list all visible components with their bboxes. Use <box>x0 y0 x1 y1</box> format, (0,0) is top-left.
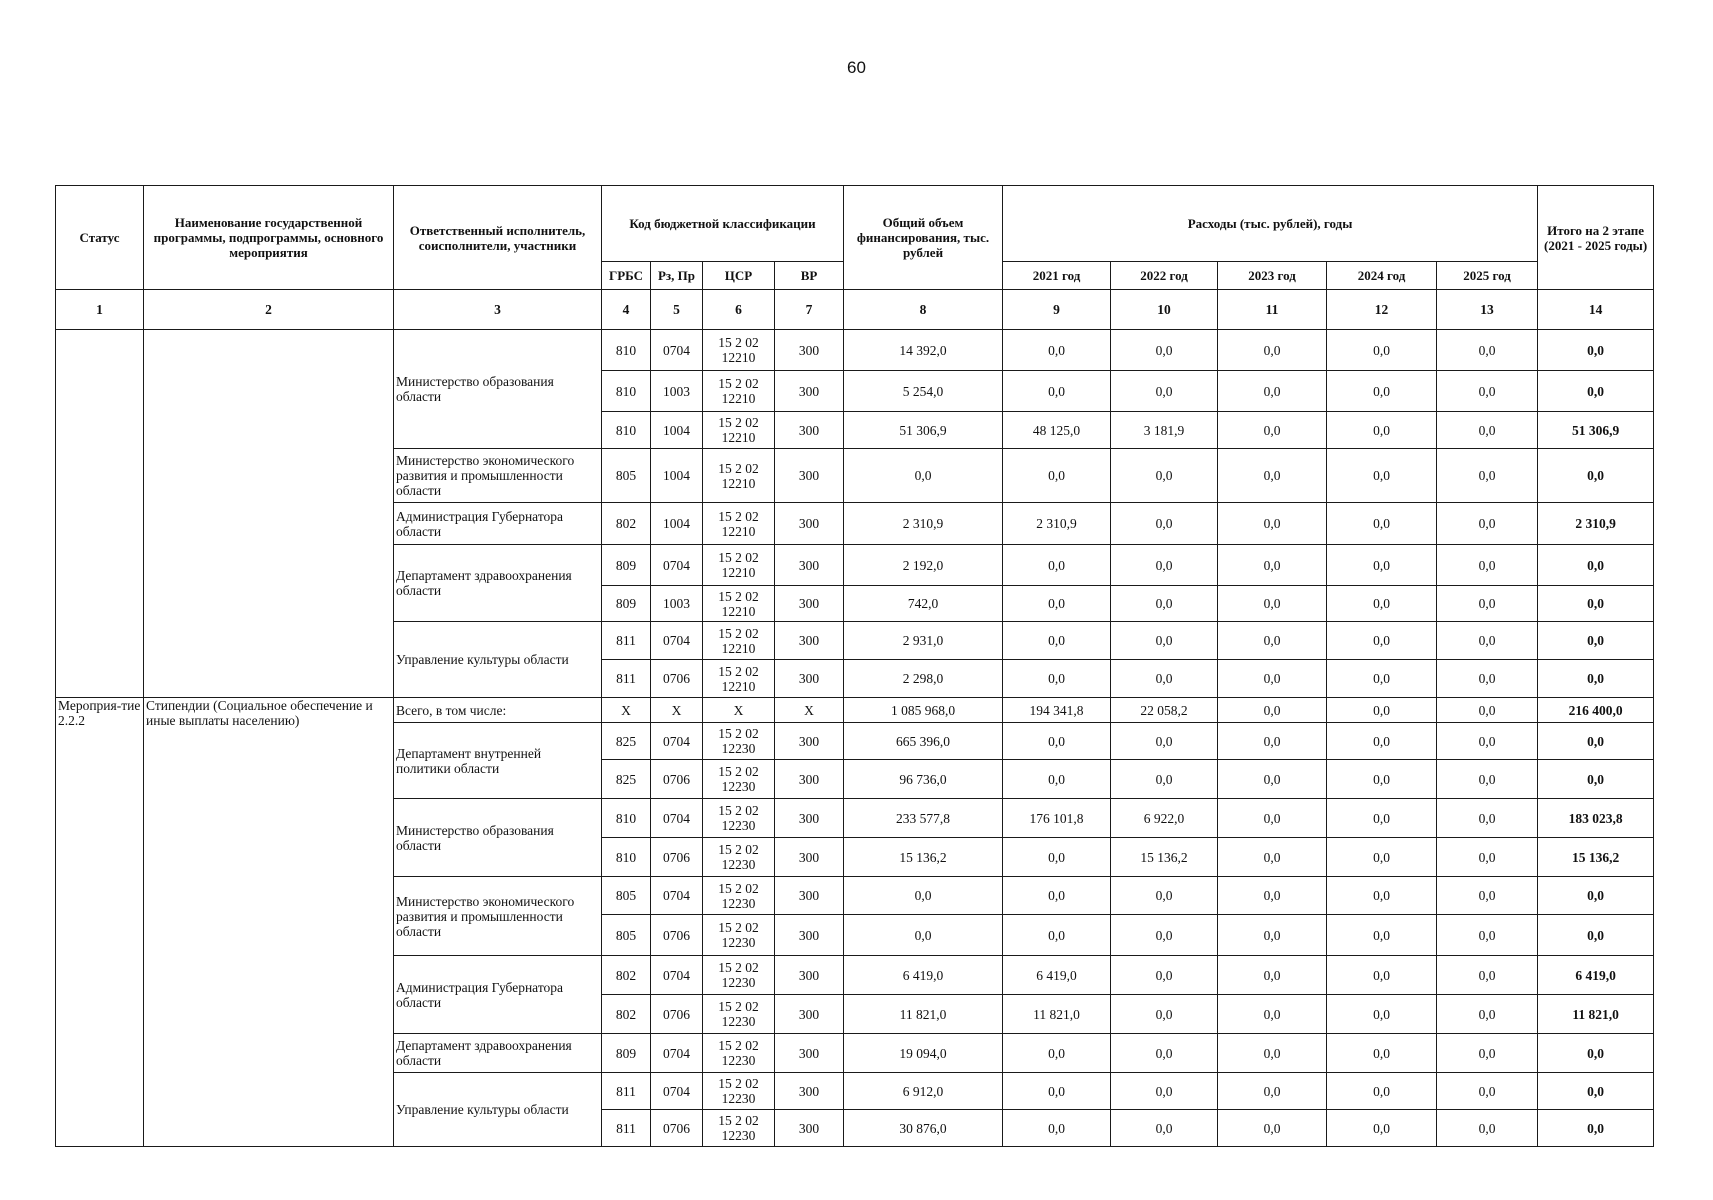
table-row <box>56 330 1654 371</box>
cell-y2023: 0,0 <box>1218 915 1327 956</box>
cell-y2022: 0,0 <box>1111 723 1218 760</box>
cell-y2022: 0,0 <box>1111 1110 1218 1147</box>
cell-y2023: 0,0 <box>1218 1110 1327 1147</box>
col-number: 6 <box>703 290 775 330</box>
cell-vr: 300 <box>775 371 844 412</box>
cell-total: 19 094,0 <box>844 1034 1003 1073</box>
cell-y2021: 0,0 <box>1003 1073 1111 1110</box>
cell-grbs: 825 <box>602 760 651 799</box>
cell-total: 15 136,2 <box>844 838 1003 877</box>
cell-y2025: 0,0 <box>1437 799 1538 838</box>
header-2023: 2023 год <box>1218 262 1327 290</box>
cell-y2022: 0,0 <box>1111 877 1218 915</box>
cell-y2022: 0,0 <box>1111 330 1218 371</box>
cell-y2022: 22 058,2 <box>1111 698 1218 723</box>
cell-y2022: 0,0 <box>1111 995 1218 1034</box>
column-number-row <box>56 290 1654 330</box>
executor-cell: Министерство экономического развития и промышленности области <box>394 449 602 503</box>
cell-csr: 15 2 02 12230 <box>703 1110 775 1147</box>
cell-y2021: 0,0 <box>1003 1034 1111 1073</box>
cell-y2024: 0,0 <box>1327 1073 1437 1110</box>
cell-y2022: 0,0 <box>1111 760 1218 799</box>
cell-sum: 0,0 <box>1538 622 1654 660</box>
cell-csr: 15 2 02 12210 <box>703 503 775 545</box>
executor-cell: Администрация Губернатора области <box>394 956 602 1034</box>
cell-y2024: 0,0 <box>1327 1110 1437 1147</box>
cell-grbs: 802 <box>602 995 651 1034</box>
cell-y2022: 0,0 <box>1111 545 1218 586</box>
cell-vr: 300 <box>775 799 844 838</box>
cell-csr: 15 2 02 12210 <box>703 412 775 449</box>
cell-y2023: 0,0 <box>1218 1073 1327 1110</box>
col-number: 14 <box>1538 290 1654 330</box>
cell-csr: 15 2 02 12210 <box>703 330 775 371</box>
cell-y2024: 0,0 <box>1327 799 1437 838</box>
cell-y2023: 0,0 <box>1218 1034 1327 1073</box>
cell-rz: 0704 <box>651 330 703 371</box>
cell-grbs: Х <box>602 698 651 723</box>
cell-csr: 15 2 02 12230 <box>703 877 775 915</box>
cell-y2024: 0,0 <box>1327 1034 1437 1073</box>
cell-y2023: 0,0 <box>1218 586 1327 622</box>
cell-total: 2 298,0 <box>844 660 1003 698</box>
header-name: Наименование государственной программы, подпрограммы, основного мероприятия <box>144 186 394 290</box>
cell-y2021: 0,0 <box>1003 622 1111 660</box>
cell-y2025: 0,0 <box>1437 1073 1538 1110</box>
cell-vr: Х <box>775 698 844 723</box>
page-number: 60 <box>847 58 866 77</box>
cell-total: 11 821,0 <box>844 995 1003 1034</box>
cell-y2025: 0,0 <box>1437 412 1538 449</box>
cell-y2022: 0,0 <box>1111 622 1218 660</box>
cell-y2023: 0,0 <box>1218 412 1327 449</box>
header-2025: 2025 год <box>1437 262 1538 290</box>
col-number: 13 <box>1437 290 1538 330</box>
cell-vr: 300 <box>775 412 844 449</box>
cell-sum: 0,0 <box>1538 723 1654 760</box>
cell-rz: 0706 <box>651 995 703 1034</box>
cell-y2023: 0,0 <box>1218 723 1327 760</box>
cell-y2021: 176 101,8 <box>1003 799 1111 838</box>
cell-y2024: 0,0 <box>1327 877 1437 915</box>
cell-sum: 2 310,9 <box>1538 503 1654 545</box>
executor-cell: Министерство образования области <box>394 330 602 449</box>
cell-y2025: 0,0 <box>1437 503 1538 545</box>
header-total-volume: Общий объем финансирования, тыс. рублей <box>844 186 1003 290</box>
header-executor: Ответственный исполнитель, соисполнители, участники <box>394 186 602 290</box>
cell-sum: 0,0 <box>1538 877 1654 915</box>
cell-rz: 0704 <box>651 956 703 995</box>
cell-y2021: 0,0 <box>1003 449 1111 503</box>
cell-y2023: 0,0 <box>1218 838 1327 877</box>
cell-grbs: 805 <box>602 449 651 503</box>
cell-total: 14 392,0 <box>844 330 1003 371</box>
cell-y2022: 0,0 <box>1111 371 1218 412</box>
cell-y2025: 0,0 <box>1437 915 1538 956</box>
cell-y2022: 15 136,2 <box>1111 838 1218 877</box>
cell-total: 0,0 <box>844 449 1003 503</box>
cell-rz: 0704 <box>651 723 703 760</box>
cell-sum: 0,0 <box>1538 449 1654 503</box>
cell-y2021: 6 419,0 <box>1003 956 1111 995</box>
col-number: 7 <box>775 290 844 330</box>
cell-total: 96 736,0 <box>844 760 1003 799</box>
cell-y2022: 0,0 <box>1111 915 1218 956</box>
cell-y2024: 0,0 <box>1327 838 1437 877</box>
cell-y2022: 0,0 <box>1111 449 1218 503</box>
cell-y2022: 6 922,0 <box>1111 799 1218 838</box>
cell-grbs: 810 <box>602 371 651 412</box>
cell-y2021: 11 821,0 <box>1003 995 1111 1034</box>
cell-y2024: 0,0 <box>1327 449 1437 503</box>
cell-csr: 15 2 02 12230 <box>703 915 775 956</box>
cell-rz: 0704 <box>651 1073 703 1110</box>
cell-csr: 15 2 02 12210 <box>703 586 775 622</box>
cell-y2025: 0,0 <box>1437 1034 1538 1073</box>
cell-rz: 0706 <box>651 915 703 956</box>
cell-total: 51 306,9 <box>844 412 1003 449</box>
cell-grbs: 805 <box>602 877 651 915</box>
cell-csr: 15 2 02 12210 <box>703 371 775 412</box>
cell-csr: 15 2 02 12230 <box>703 760 775 799</box>
cell-y2023: 0,0 <box>1218 698 1327 723</box>
cell-grbs: 809 <box>602 1034 651 1073</box>
col-number: 8 <box>844 290 1003 330</box>
cell-sum: 0,0 <box>1538 1073 1654 1110</box>
executor-cell: Департамент внутренней политики области <box>394 723 602 799</box>
executor-cell: Министерство экономического развития и промышленности области <box>394 877 602 956</box>
cell-sum: 0,0 <box>1538 371 1654 412</box>
cell-y2022: 3 181,9 <box>1111 412 1218 449</box>
cell-y2021: 194 341,8 <box>1003 698 1111 723</box>
executor-cell: Управление культуры области <box>394 1073 602 1147</box>
cell-y2021: 0,0 <box>1003 545 1111 586</box>
col-number: 1 <box>56 290 144 330</box>
col-number: 10 <box>1111 290 1218 330</box>
executor-cell: Министерство образования области <box>394 799 602 877</box>
header-2022: 2022 год <box>1111 262 1218 290</box>
program-name-cell <box>144 330 394 698</box>
cell-y2025: 0,0 <box>1437 723 1538 760</box>
cell-sum: 0,0 <box>1538 915 1654 956</box>
cell-rz: 0704 <box>651 545 703 586</box>
cell-grbs: 811 <box>602 660 651 698</box>
cell-sum: 0,0 <box>1538 760 1654 799</box>
cell-sum: 11 821,0 <box>1538 995 1654 1034</box>
cell-csr: 15 2 02 12210 <box>703 545 775 586</box>
cell-rz: 0706 <box>651 838 703 877</box>
cell-csr: 15 2 02 12230 <box>703 956 775 995</box>
cell-sum: 183 023,8 <box>1538 799 1654 838</box>
cell-y2025: 0,0 <box>1437 330 1538 371</box>
cell-sum: 0,0 <box>1538 330 1654 371</box>
cell-csr: 15 2 02 12230 <box>703 1034 775 1073</box>
executor-cell: Администрация Губернатора области <box>394 503 602 545</box>
cell-rz: 1004 <box>651 503 703 545</box>
cell-y2024: 0,0 <box>1327 330 1437 371</box>
cell-y2022: 0,0 <box>1111 503 1218 545</box>
header-budget-code: Код бюджетной классификации <box>602 186 844 262</box>
cell-csr: 15 2 02 12210 <box>703 449 775 503</box>
header-stage-total: Итого на 2 этапе (2021 - 2025 годы) <box>1538 186 1654 290</box>
cell-y2025: 0,0 <box>1437 660 1538 698</box>
header-status: Статус <box>56 186 144 290</box>
cell-rz: 1003 <box>651 371 703 412</box>
cell-vr: 300 <box>775 877 844 915</box>
cell-rz: 1003 <box>651 586 703 622</box>
cell-vr: 300 <box>775 1034 844 1073</box>
table-body <box>56 186 1654 1147</box>
cell-y2022: 0,0 <box>1111 956 1218 995</box>
cell-csr: 15 2 02 12210 <box>703 622 775 660</box>
cell-y2021: 0,0 <box>1003 660 1111 698</box>
header-row <box>56 186 1654 262</box>
cell-y2024: 0,0 <box>1327 995 1437 1034</box>
cell-csr: 15 2 02 12230 <box>703 995 775 1034</box>
cell-y2025: 0,0 <box>1437 877 1538 915</box>
cell-y2025: 0,0 <box>1437 622 1538 660</box>
cell-total: 30 876,0 <box>844 1110 1003 1147</box>
header-vr: ВР <box>775 262 844 290</box>
cell-vr: 300 <box>775 330 844 371</box>
cell-rz: Х <box>651 698 703 723</box>
cell-grbs: 810 <box>602 838 651 877</box>
cell-vr: 300 <box>775 915 844 956</box>
header-grbs: ГРБС <box>602 262 651 290</box>
status-cell <box>56 330 144 698</box>
cell-csr: 15 2 02 12210 <box>703 660 775 698</box>
cell-y2021: 0,0 <box>1003 838 1111 877</box>
cell-vr: 300 <box>775 760 844 799</box>
cell-y2024: 0,0 <box>1327 586 1437 622</box>
cell-total: 742,0 <box>844 586 1003 622</box>
cell-vr: 300 <box>775 586 844 622</box>
cell-y2025: 0,0 <box>1437 838 1538 877</box>
cell-y2024: 0,0 <box>1327 956 1437 995</box>
cell-vr: 300 <box>775 503 844 545</box>
cell-y2024: 0,0 <box>1327 622 1437 660</box>
cell-y2022: 0,0 <box>1111 1073 1218 1110</box>
header-rz-pr: Рз, Пр <box>651 262 703 290</box>
cell-y2023: 0,0 <box>1218 760 1327 799</box>
cell-y2021: 0,0 <box>1003 760 1111 799</box>
executor-cell: Департамент здравоохранения области <box>394 1034 602 1073</box>
cell-csr: Х <box>703 698 775 723</box>
col-number: 5 <box>651 290 703 330</box>
cell-sum: 0,0 <box>1538 545 1654 586</box>
cell-y2024: 0,0 <box>1327 503 1437 545</box>
cell-sum: 6 419,0 <box>1538 956 1654 995</box>
executor-cell: Департамент здравоохранения области <box>394 545 602 622</box>
event-name-cell: Стипендии (Социальное обеспечение и иные выплаты населению) <box>144 698 394 1147</box>
col-number: 4 <box>602 290 651 330</box>
cell-y2025: 0,0 <box>1437 1110 1538 1147</box>
cell-y2025: 0,0 <box>1437 586 1538 622</box>
cell-sum: 51 306,9 <box>1538 412 1654 449</box>
cell-vr: 300 <box>775 660 844 698</box>
header-expenses: Расходы (тыс. рублей), годы <box>1003 186 1538 262</box>
cell-vr: 300 <box>775 449 844 503</box>
cell-y2021: 0,0 <box>1003 1110 1111 1147</box>
cell-vr: 300 <box>775 838 844 877</box>
cell-vr: 300 <box>775 1110 844 1147</box>
cell-csr: 15 2 02 12230 <box>703 1073 775 1110</box>
cell-total: 0,0 <box>844 877 1003 915</box>
cell-y2021: 0,0 <box>1003 877 1111 915</box>
cell-y2021: 0,0 <box>1003 371 1111 412</box>
cell-grbs: 825 <box>602 723 651 760</box>
cell-grbs: 811 <box>602 1110 651 1147</box>
cell-y2023: 0,0 <box>1218 371 1327 412</box>
cell-y2023: 0,0 <box>1218 622 1327 660</box>
cell-grbs: 810 <box>602 412 651 449</box>
cell-y2023: 0,0 <box>1218 956 1327 995</box>
cell-sum: 0,0 <box>1538 1034 1654 1073</box>
cell-y2022: 0,0 <box>1111 660 1218 698</box>
col-number: 9 <box>1003 290 1111 330</box>
cell-sum: 0,0 <box>1538 660 1654 698</box>
cell-y2025: 0,0 <box>1437 995 1538 1034</box>
cell-csr: 15 2 02 12230 <box>703 799 775 838</box>
cell-csr: 15 2 02 12230 <box>703 723 775 760</box>
cell-y2023: 0,0 <box>1218 503 1327 545</box>
cell-y2023: 0,0 <box>1218 660 1327 698</box>
cell-y2025: 0,0 <box>1437 449 1538 503</box>
cell-total: 2 931,0 <box>844 622 1003 660</box>
cell-y2025: 0,0 <box>1437 698 1538 723</box>
cell-total: 233 577,8 <box>844 799 1003 838</box>
executor-cell: Управление культуры области <box>394 622 602 698</box>
table-row <box>56 698 1654 723</box>
cell-total: 6 912,0 <box>844 1073 1003 1110</box>
cell-y2024: 0,0 <box>1327 760 1437 799</box>
cell-rz: 0704 <box>651 1034 703 1073</box>
cell-y2023: 0,0 <box>1218 545 1327 586</box>
cell-grbs: 802 <box>602 956 651 995</box>
cell-y2022: 0,0 <box>1111 1034 1218 1073</box>
cell-rz: 0704 <box>651 799 703 838</box>
cell-y2021: 48 125,0 <box>1003 412 1111 449</box>
cell-vr: 300 <box>775 1073 844 1110</box>
cell-sum: 0,0 <box>1538 586 1654 622</box>
cell-y2024: 0,0 <box>1327 545 1437 586</box>
cell-y2021: 0,0 <box>1003 915 1111 956</box>
cell-vr: 300 <box>775 545 844 586</box>
cell-y2021: 2 310,9 <box>1003 503 1111 545</box>
cell-vr: 300 <box>775 622 844 660</box>
cell-total: 665 396,0 <box>844 723 1003 760</box>
cell-rz: 1004 <box>651 449 703 503</box>
cell-y2021: 0,0 <box>1003 723 1111 760</box>
cell-grbs: 805 <box>602 915 651 956</box>
cell-y2023: 0,0 <box>1218 449 1327 503</box>
cell-y2024: 0,0 <box>1327 412 1437 449</box>
cell-grbs: 802 <box>602 503 651 545</box>
cell-sum: 15 136,2 <box>1538 838 1654 877</box>
cell-y2025: 0,0 <box>1437 371 1538 412</box>
cell-grbs: 809 <box>602 545 651 586</box>
cell-total: 6 419,0 <box>844 956 1003 995</box>
cell-y2023: 0,0 <box>1218 799 1327 838</box>
cell-y2025: 0,0 <box>1437 545 1538 586</box>
cell-vr: 300 <box>775 995 844 1034</box>
cell-total: 1 085 968,0 <box>844 698 1003 723</box>
header-csr: ЦСР <box>703 262 775 290</box>
executor-cell: Всего, в том числе: <box>394 698 602 723</box>
cell-sum: 0,0 <box>1538 1110 1654 1147</box>
cell-grbs: 810 <box>602 799 651 838</box>
cell-grbs: 810 <box>602 330 651 371</box>
cell-y2024: 0,0 <box>1327 698 1437 723</box>
cell-rz: 0706 <box>651 760 703 799</box>
cell-grbs: 811 <box>602 622 651 660</box>
col-number: 11 <box>1218 290 1327 330</box>
cell-y2025: 0,0 <box>1437 956 1538 995</box>
cell-y2024: 0,0 <box>1327 723 1437 760</box>
cell-rz: 0704 <box>651 622 703 660</box>
cell-rz: 1004 <box>651 412 703 449</box>
cell-y2021: 0,0 <box>1003 330 1111 371</box>
cell-total: 5 254,0 <box>844 371 1003 412</box>
cell-rz: 0706 <box>651 660 703 698</box>
cell-total: 2 310,9 <box>844 503 1003 545</box>
cell-y2022: 0,0 <box>1111 586 1218 622</box>
cell-grbs: 811 <box>602 1073 651 1110</box>
cell-y2023: 0,0 <box>1218 995 1327 1034</box>
cell-y2024: 0,0 <box>1327 915 1437 956</box>
budget-table <box>55 185 1654 1147</box>
cell-vr: 300 <box>775 956 844 995</box>
cell-y2025: 0,0 <box>1437 760 1538 799</box>
cell-sum: 216 400,0 <box>1538 698 1654 723</box>
col-number: 12 <box>1327 290 1437 330</box>
cell-vr: 300 <box>775 723 844 760</box>
cell-total: 2 192,0 <box>844 545 1003 586</box>
event-status-cell: Мероприя-тие 2.2.2 <box>56 698 144 1147</box>
cell-y2024: 0,0 <box>1327 371 1437 412</box>
header-2024: 2024 год <box>1327 262 1437 290</box>
header-2021: 2021 год <box>1003 262 1111 290</box>
cell-y2024: 0,0 <box>1327 660 1437 698</box>
cell-y2023: 0,0 <box>1218 877 1327 915</box>
cell-rz: 0704 <box>651 877 703 915</box>
col-number: 3 <box>394 290 602 330</box>
cell-total: 0,0 <box>844 915 1003 956</box>
cell-y2023: 0,0 <box>1218 330 1327 371</box>
col-number: 2 <box>144 290 394 330</box>
cell-csr: 15 2 02 12230 <box>703 838 775 877</box>
cell-grbs: 809 <box>602 586 651 622</box>
cell-rz: 0706 <box>651 1110 703 1147</box>
cell-y2021: 0,0 <box>1003 586 1111 622</box>
